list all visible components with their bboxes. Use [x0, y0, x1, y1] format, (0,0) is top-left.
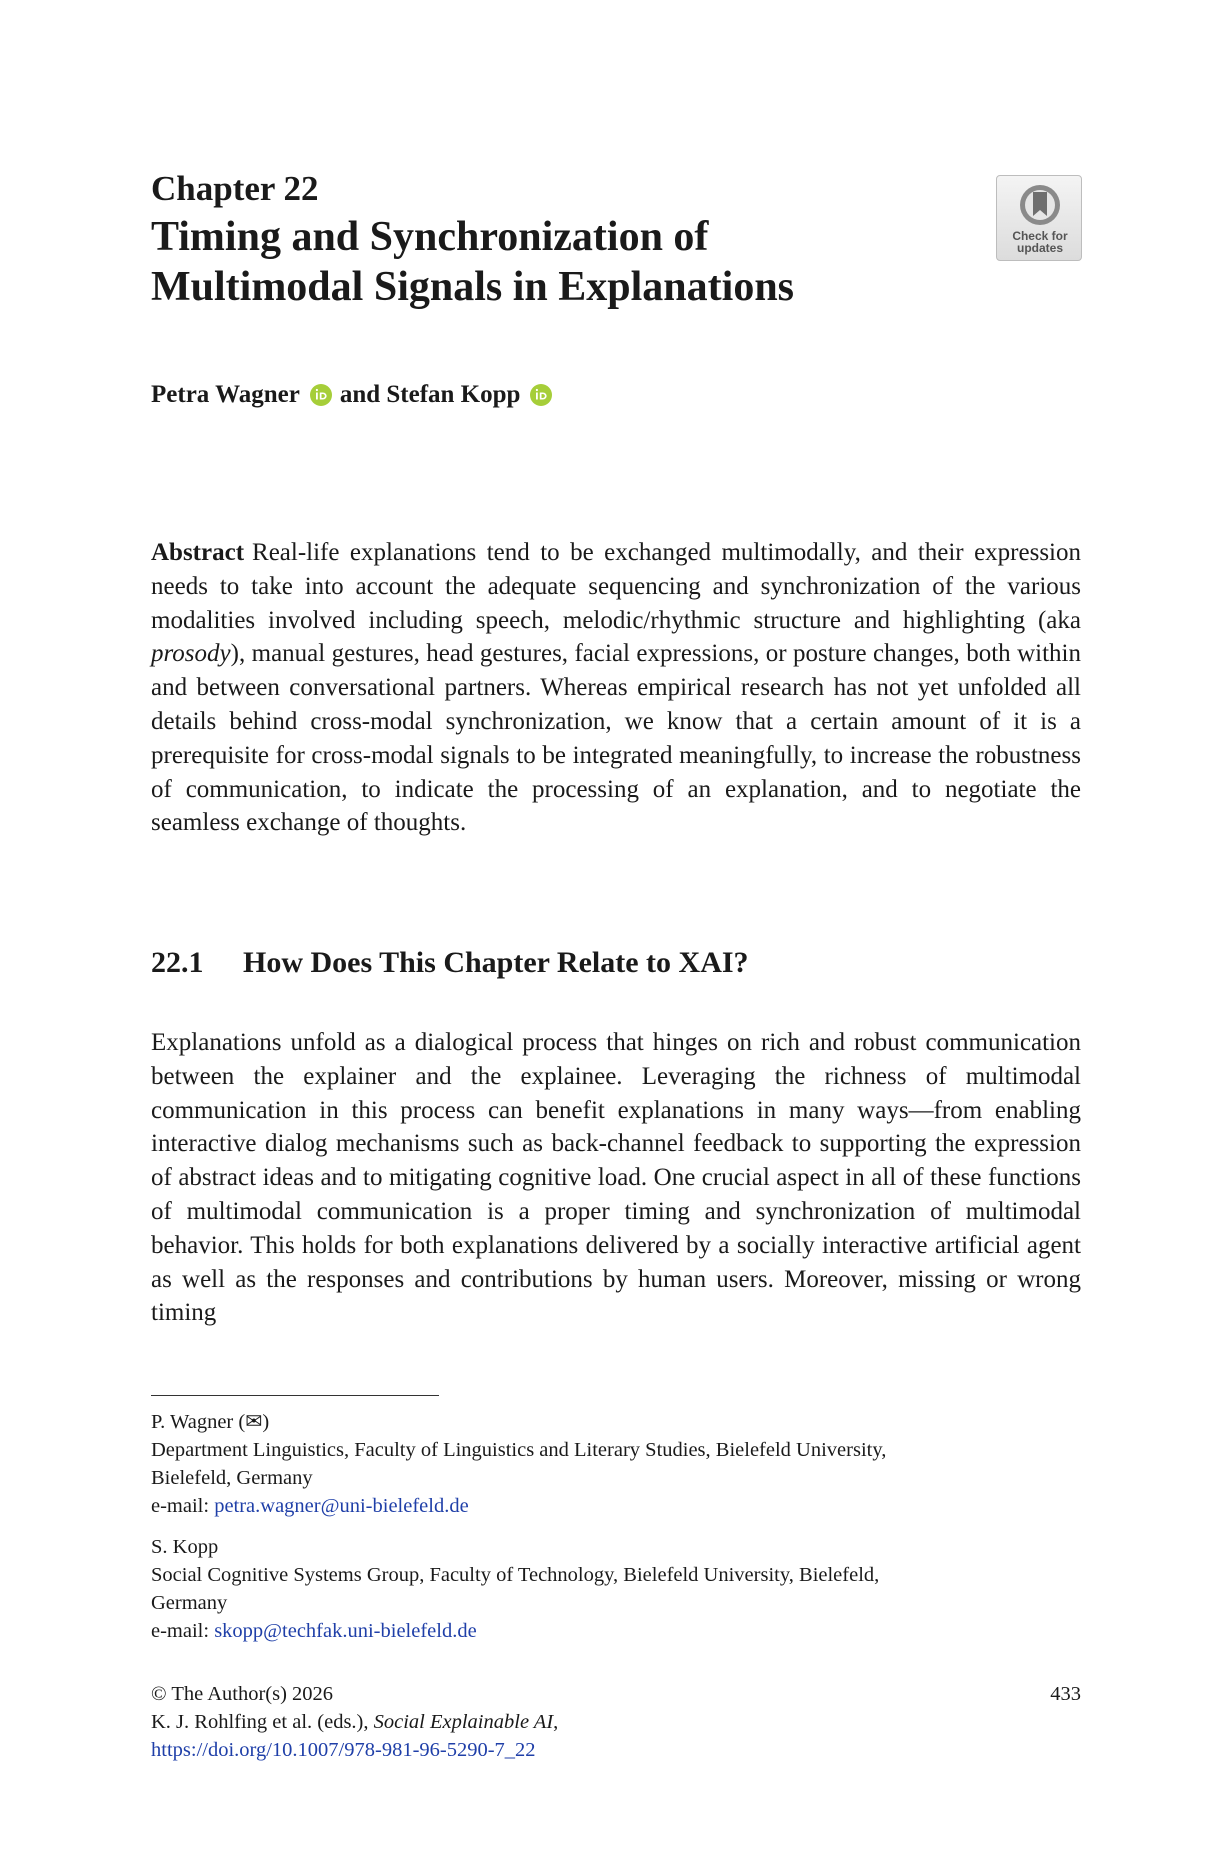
- affiliation-line: Social Cognitive Systems Group, Faculty of Technology, Bielefeld University, Bielefeld,: [151, 1564, 880, 1586]
- affiliation-email-row: [151, 1492, 1081, 1520]
- doi-row: [151, 1736, 1081, 1764]
- email-link[interactable]: skopp@techfak.uni-bielefeld.de: [214, 1620, 477, 1642]
- orcid-icon[interactable]: [310, 384, 332, 406]
- affiliation-line: Germany: [151, 1592, 228, 1614]
- chapter-label: Chapter 22: [151, 169, 319, 208]
- abstract-italic-term: prosody: [151, 640, 231, 668]
- affiliation-line: Bielefeld, Germany: [151, 1467, 313, 1489]
- author-kopp: Stefan Kopp: [386, 381, 521, 408]
- badge-line-1: Check for: [1012, 229, 1068, 243]
- email-link[interactable]: petra.wagner@uni-bielefeld.de: [214, 1495, 469, 1517]
- title-line-1: Timing and Synchronization of: [151, 214, 709, 260]
- check-for-updates-badge[interactable]: [996, 175, 1082, 261]
- affiliation-email-row: [151, 1617, 1081, 1645]
- badge-line-2: updates: [1016, 241, 1063, 255]
- title-line-2: Multimodal Signals in Explanations: [151, 264, 795, 310]
- author-wagner: Petra Wagner: [151, 381, 300, 408]
- section-heading: [151, 943, 749, 983]
- orcid-icon[interactable]: [530, 384, 552, 406]
- author-list: [151, 378, 560, 412]
- abstract-text-1: Real-life explanations tend to be exchanged multimodally, and their expression needs to take into account the adequate sequencing and synchronization of the various modalities involved including speech, melodic/rhythmic structure and highlighting (aka: [151, 539, 1081, 634]
- affiliation-line: Department Linguistics, Faculty of Linguistics and Literary Studies, Bielefeld University,: [151, 1439, 887, 1461]
- email-label: e-mail:: [151, 1495, 215, 1517]
- affiliation-kopp: [151, 1533, 1081, 1645]
- copyright-block: [151, 1680, 1081, 1764]
- doi-link[interactable]: https://doi.org/10.1007/978-981-96-5290-7_22: [151, 1739, 536, 1761]
- abstract-text-2: ), manual gestures, head gestures, facial expressions, or posture changes, both within and between conversational partners. Whereas empirical research has not yet unfolded all details behind cross-modal synchronization, we know that a certain amount of it is a prerequisite for cross-modal signals to be integrated meaningfully, to increase the robustness of communication, to indicate the processing of an explanation, and to negotiate the seamless exchange of thoughts.: [151, 640, 1081, 837]
- book-title: Social Explainable AI: [373, 1711, 554, 1733]
- editors-prefix: K. J. Rohlfing et al. (eds.),: [151, 1711, 374, 1733]
- abstract: [151, 536, 1081, 840]
- section-number: 22.1: [151, 946, 204, 979]
- editors-suffix: ,: [553, 1711, 559, 1733]
- affiliation-wagner: [151, 1408, 1081, 1520]
- citation-line: [151, 1708, 1081, 1736]
- chapter-title: [151, 212, 951, 312]
- email-label: e-mail:: [151, 1620, 215, 1642]
- author-connector: and: [339, 381, 381, 408]
- section-paragraph: Explanations unfold as a dialogical process that hinges on rich and robust communication between the explainer and the explainee. Leveraging the richness of multimodal communication in this process can benefit explanations in many ways—from enabling interactive dialog mechanisms such as back-channel feedback to supporting the expression of abstract ideas and to mitigating cognitive load. One crucial aspect in all of these functions of multimodal communication is a proper timing and synchronization of multimodal behavior. This holds for both explanations delivered by a socially interactive artificial agent as well as the responses and contributions by human users. Moreover, missing or wrong timing: [151, 1029, 1081, 1327]
- abstract-label: Abstract: [151, 539, 245, 566]
- affiliation-name: S. Kopp: [151, 1536, 219, 1558]
- copyright-line: © The Author(s) 2026: [151, 1683, 334, 1705]
- page-number: 433: [1050, 1683, 1081, 1705]
- affiliation-name: P. Wagner (✉): [151, 1411, 270, 1433]
- footnote-divider: [151, 1395, 439, 1396]
- bookmark-refresh-icon: [1017, 182, 1063, 228]
- section-title: How Does This Chapter Relate to XAI?: [243, 946, 749, 979]
